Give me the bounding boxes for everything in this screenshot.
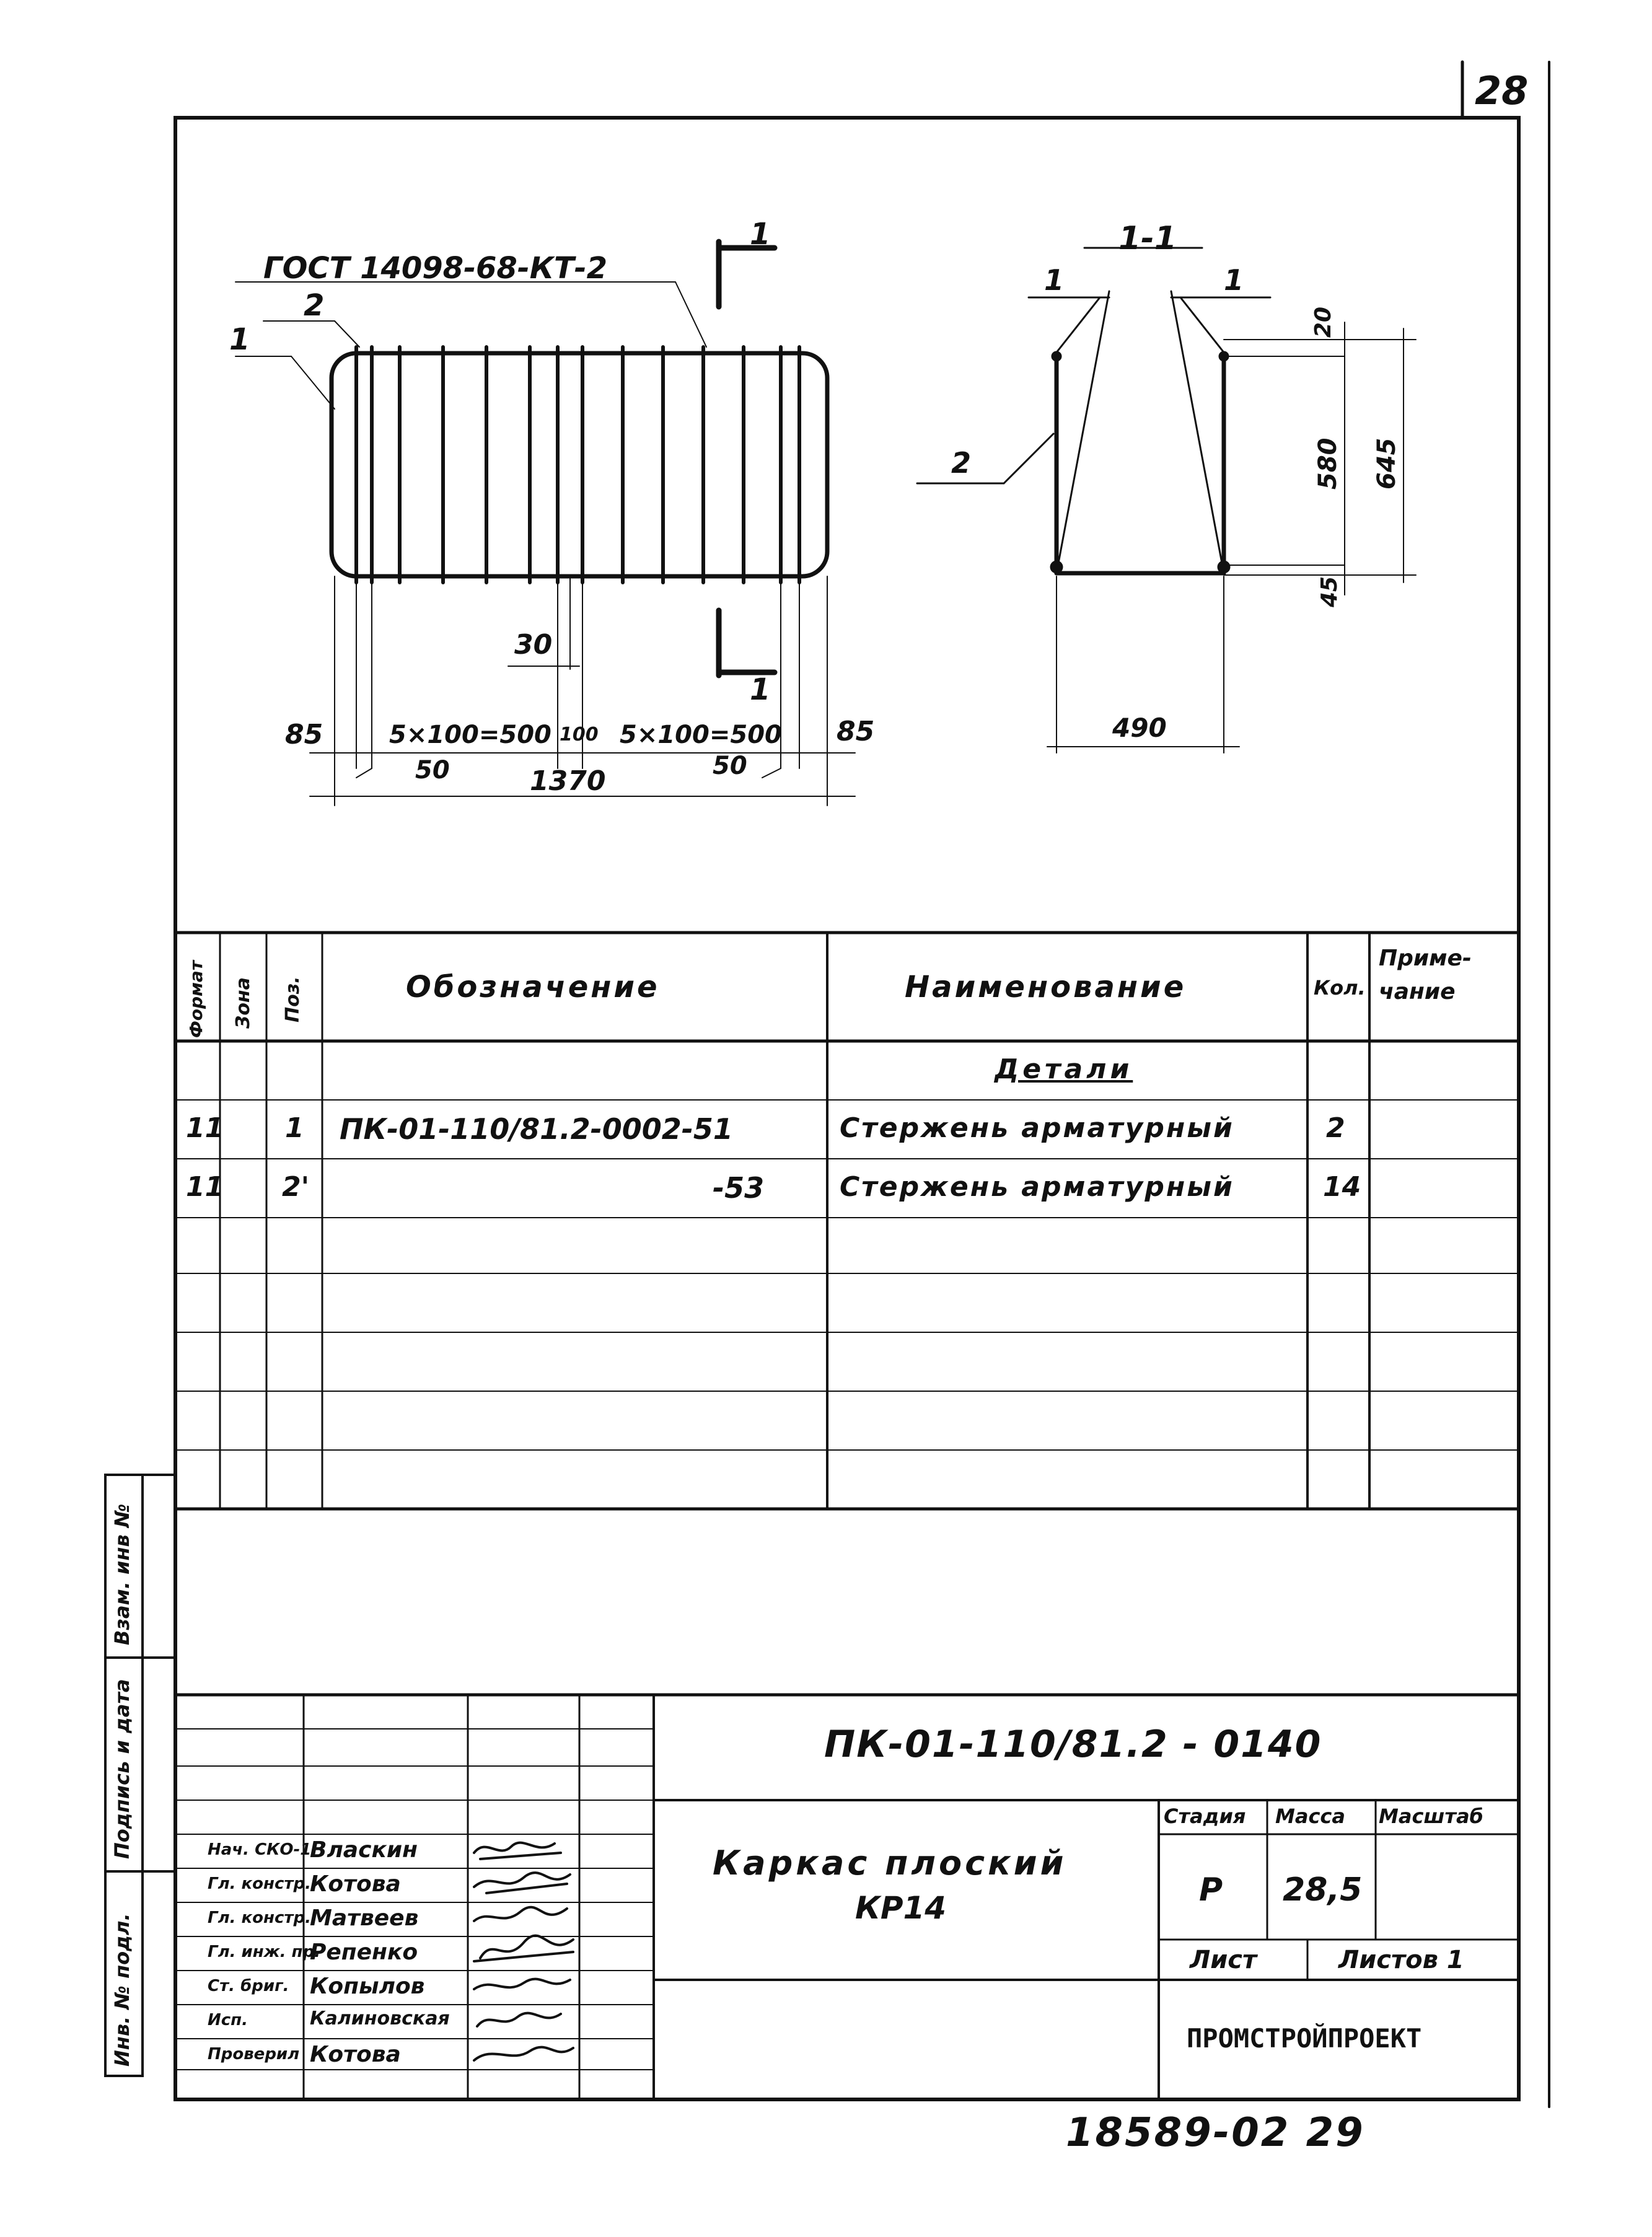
dim-500-right: 5×100=500 bbox=[620, 721, 782, 749]
signer-role: Проверил bbox=[208, 2045, 300, 2063]
signer-name: Котова bbox=[310, 1871, 401, 1897]
signer-name: Котова bbox=[310, 2042, 401, 2067]
pos-1-label: 1 bbox=[229, 322, 250, 357]
section-pos-1-right: 1 bbox=[1224, 263, 1244, 297]
title-line1: Каркас плоский bbox=[713, 1844, 1067, 1883]
row1-format: 11 bbox=[186, 1112, 224, 1144]
sheet-label: Лист bbox=[1190, 1946, 1257, 1974]
side-stamp-inv-no: Инв. № подл. bbox=[110, 1913, 134, 2067]
row1-qty: 2 bbox=[1326, 1112, 1345, 1144]
side-stamp-replace-inv: Взам. инв № bbox=[110, 1503, 134, 1645]
signer-role: Гл. инж. пр. bbox=[208, 1943, 320, 1961]
header-designation: Обозначение bbox=[406, 970, 660, 1004]
section-mark-bottom: 1 bbox=[750, 672, 771, 707]
row1-pos: 1 bbox=[285, 1112, 304, 1144]
header-pos: Поз. bbox=[282, 976, 304, 1022]
row2-qty: 14 bbox=[1323, 1171, 1361, 1203]
row1-designation: ПК-01-110/81.2-0002-51 bbox=[340, 1112, 733, 1146]
mass-label: Масса bbox=[1275, 1804, 1345, 1828]
sheets-label: Листов 1 bbox=[1338, 1946, 1464, 1974]
row2-name: Стержень арматурный bbox=[840, 1171, 1234, 1203]
footer-number: 18589-02 29 bbox=[1066, 2110, 1365, 2156]
signer-role: Исп. bbox=[208, 2011, 248, 2029]
dim-50-left: 50 bbox=[415, 756, 450, 784]
gost-label: ГОСТ 14098-68-КТ-2 bbox=[263, 251, 607, 286]
header-format: Формат bbox=[186, 960, 206, 1038]
signer-role: Ст. бриг. bbox=[208, 1977, 289, 1995]
dim-85-left: 85 bbox=[285, 719, 323, 750]
dim-50-right: 50 bbox=[713, 752, 747, 780]
dim-20: 20 bbox=[1311, 306, 1336, 338]
header-zone: Зона bbox=[232, 977, 254, 1029]
section-pos-1-left: 1 bbox=[1044, 263, 1065, 297]
signer-name: Калиновская bbox=[310, 2008, 450, 2029]
row2-designation: -53 bbox=[713, 1171, 765, 1205]
dim-580: 580 bbox=[1314, 437, 1342, 490]
dim-490: 490 bbox=[1112, 713, 1167, 743]
dim-645: 645 bbox=[1373, 437, 1401, 490]
stage-value: Р bbox=[1199, 1871, 1223, 1909]
dim-85-right: 85 bbox=[837, 716, 875, 747]
section-mark-top: 1 bbox=[750, 217, 771, 252]
section-title-details: Детали bbox=[995, 1053, 1133, 1085]
dim-100: 100 bbox=[560, 724, 599, 745]
dim-1370: 1370 bbox=[530, 765, 606, 797]
mass-value: 28,5 bbox=[1283, 1871, 1363, 1909]
signer-role: Нач. СКО-1 bbox=[208, 1840, 312, 1859]
organization-name: ПРОМСТРОЙПРОЕКТ bbox=[1187, 2023, 1422, 2054]
signer-role: Гл. констр. bbox=[208, 1909, 311, 1927]
header-name: Наименование bbox=[905, 970, 1187, 1004]
section-title: 1-1 bbox=[1118, 220, 1177, 257]
pos-2-label: 2 bbox=[304, 288, 325, 323]
dim-30: 30 bbox=[514, 629, 553, 661]
signer-role: Гл. констр. bbox=[208, 1874, 311, 1893]
row2-pos: 2' bbox=[282, 1171, 310, 1203]
sheet-number: 28 bbox=[1475, 68, 1529, 113]
header-note: Приме-чание bbox=[1379, 946, 1472, 1004]
signer-name: Власкин bbox=[310, 1837, 418, 1863]
signer-name: Копылов bbox=[310, 1974, 425, 1999]
stage-label: Стадия bbox=[1164, 1804, 1246, 1828]
dim-45: 45 bbox=[1317, 576, 1342, 607]
scale-label: Масштаб bbox=[1379, 1804, 1483, 1828]
side-stamp-signature-date: Подпись и дата bbox=[110, 1679, 134, 1859]
doc-code: ПК-01-110/81.2 - 0140 bbox=[824, 1723, 1322, 1766]
row1-name: Стержень арматурный bbox=[840, 1112, 1234, 1144]
header-qty: Кол. bbox=[1314, 976, 1366, 1000]
signatures bbox=[468, 1834, 579, 2070]
signer-name: Репенко bbox=[310, 1940, 418, 1965]
signer-name: Матвеев bbox=[310, 1905, 419, 1931]
section-pos-2: 2 bbox=[951, 446, 972, 480]
dim-500-left: 5×100=500 bbox=[389, 721, 551, 749]
title-line2: КР14 bbox=[855, 1890, 947, 1926]
row2-format: 11 bbox=[186, 1171, 224, 1203]
